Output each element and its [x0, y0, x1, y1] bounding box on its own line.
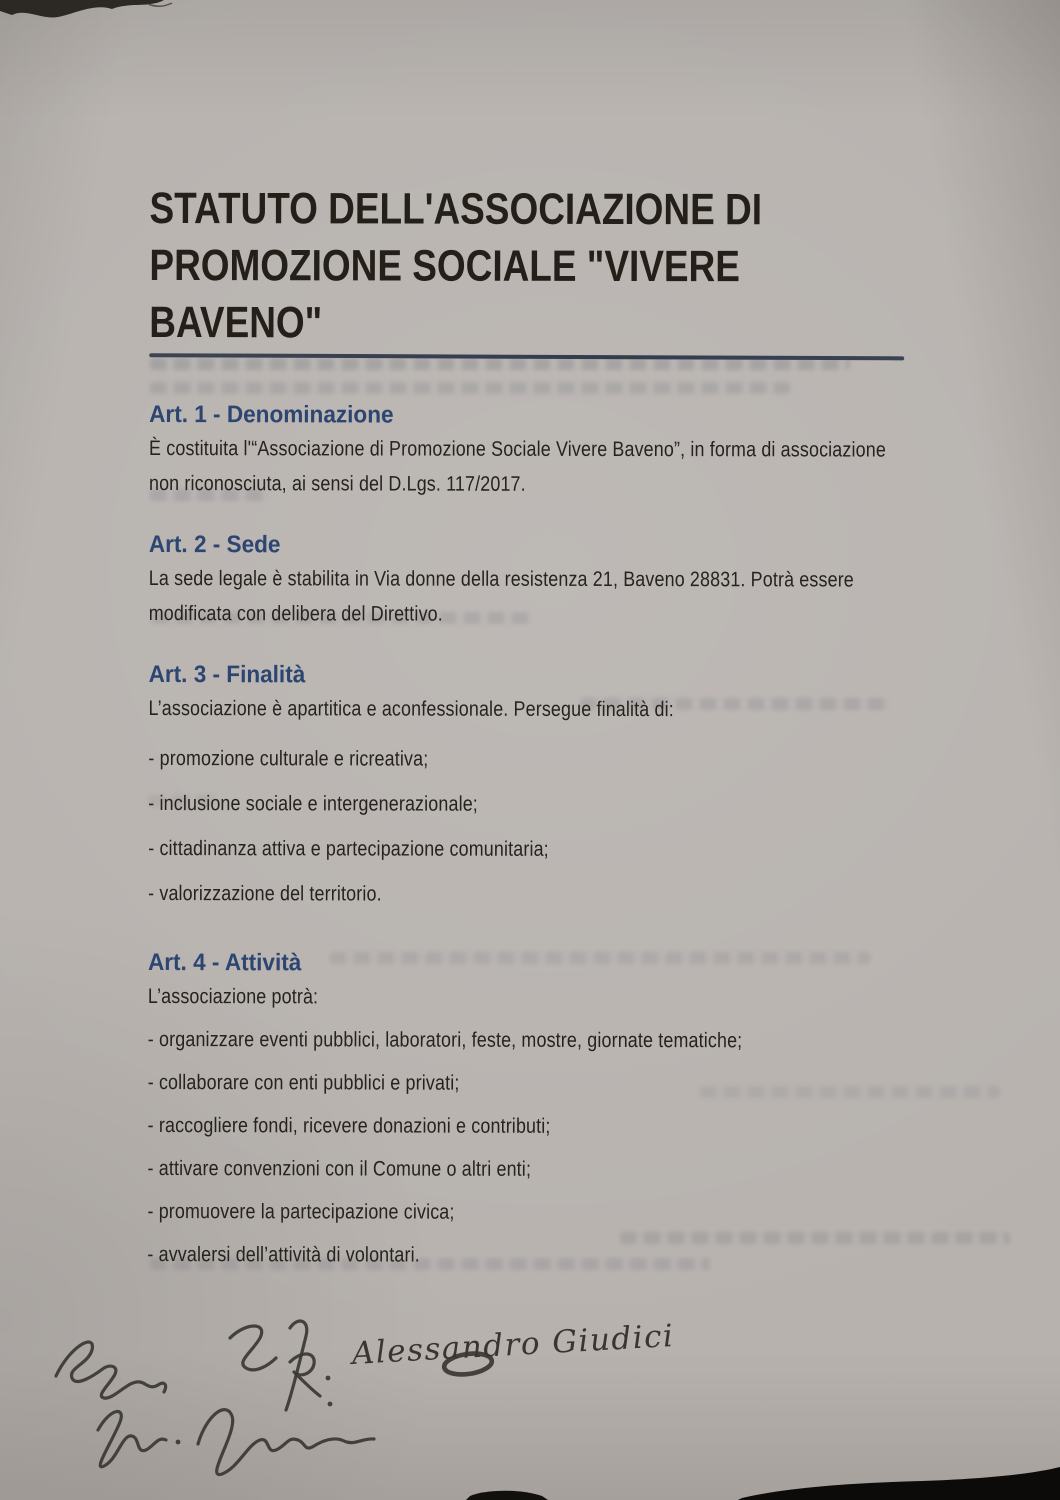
body-line: modificata con delibera del Direttivo.: [148, 601, 443, 626]
list-item: - valorizzazione del territorio.: [148, 881, 382, 906]
list-item: - promuovere la partecipazione civica;: [147, 1199, 455, 1224]
signature-initials: [290, 1354, 320, 1396]
document-body: [147, 0, 910, 1273]
bullet-list: [147, 1023, 908, 1273]
body-line: L’associazione è apartitica e aconfessionale. Persegue finalità di:: [148, 696, 674, 722]
list-item: - avvalersi dell’attività di volontari.: [147, 1242, 420, 1267]
body-line: È costituita l'“Associazione di Promozione Sociale Vivere Baveno”, in forma di associazione: [149, 436, 886, 462]
list-item: - promozione culturale e ricreativa;: [148, 746, 429, 771]
page-title-line: BAVENO": [149, 297, 323, 348]
article-section-3: [148, 660, 909, 912]
body-line: La sede legale è stabilita in Via donne della resistenza 21, Baveno 28831. Potrà essere: [148, 566, 854, 592]
list-item: - attivare convenzioni con il Comune o altri enti;: [147, 1156, 532, 1181]
list-item: - cittadinanza attiva e partecipazione comunitaria;: [148, 836, 549, 861]
page-title-line: PROMOZIONE SOCIALE "VIVERE: [149, 240, 740, 292]
page-title-line: STATUTO DELL'ASSOCIAZIONE DI: [149, 183, 763, 235]
list-item: - organizzare eventi pubblici, laboratori, feste, mostre, giornate tematiche;: [147, 1027, 743, 1053]
signature-initials: [230, 1326, 276, 1370]
bullet-list: [148, 742, 908, 912]
section-heading: Art. 1 - Denominazione: [149, 400, 394, 429]
body-line: non riconosciuta, ai sensi del D.Lgs. 117/2017.: [148, 471, 526, 496]
page-title: [149, 180, 909, 353]
title-rule: [149, 353, 904, 360]
section-heading: Art. 2 - Sede: [148, 530, 281, 559]
article-section-1: [149, 400, 909, 502]
article-section-4: [147, 948, 908, 1273]
photo-background-bottom-edge: [0, 1454, 1060, 1500]
list-item: - collaborare con enti pubblici e privati;: [147, 1070, 460, 1095]
signature-initials: [286, 1321, 307, 1410]
list-item: - inclusione sociale e intergenerazionale;: [148, 791, 478, 816]
section-heading: Art. 4 - Attività: [147, 948, 302, 977]
signature-name: Alessandro Giudici: [350, 1318, 676, 1372]
body-line: L’associazione potrà:: [147, 984, 319, 1009]
article-section-2: [149, 530, 909, 632]
section-heading: Art. 3 - Finalità: [148, 660, 306, 689]
list-item: - raccogliere fondi, ricevere donazioni e contributi;: [147, 1113, 551, 1138]
signature-scribble-1: [56, 1342, 166, 1398]
